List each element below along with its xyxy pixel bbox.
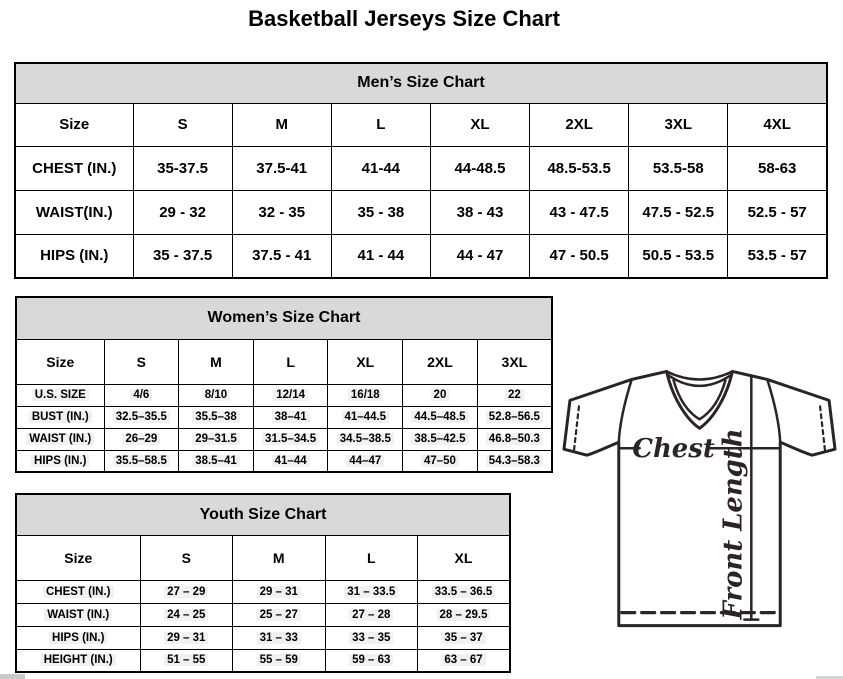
measurement-cell: 20: [403, 384, 478, 406]
col-header-l: L: [253, 339, 328, 384]
measurement-row: [16, 384, 552, 406]
chest-label: Chest: [632, 434, 715, 465]
measurement-cell: 63 – 67: [418, 649, 511, 672]
measurement-cell: 38 - 43: [430, 190, 529, 234]
col-header-m: M: [233, 535, 326, 580]
measurement-cell: 41–44.5: [328, 406, 403, 428]
measurement-cell: 41 - 44: [331, 234, 430, 278]
measurement-cell: 55 – 59: [233, 649, 326, 672]
measurement-cell: 29 – 31: [140, 626, 233, 649]
measurement-cell: 35-37.5: [133, 146, 232, 190]
measurement-row: [16, 603, 510, 626]
youth-size-table: [15, 493, 511, 673]
measurement-row: [16, 428, 552, 450]
measurement-cell: 41–44: [253, 450, 328, 472]
row-label: WAIST(IN.): [15, 190, 133, 234]
measurement-cell: 47–50: [403, 450, 478, 472]
youth-table-title: Youth Size Chart: [16, 494, 510, 535]
measurement-cell: 44-48.5: [430, 146, 529, 190]
measurement-cell: 32 - 35: [232, 190, 331, 234]
col-header-size: Size: [16, 535, 140, 580]
measurement-row: [16, 450, 552, 472]
measurement-cell: 41-44: [331, 146, 430, 190]
measurement-cell: 31 – 33: [233, 626, 326, 649]
jersey-outline: [564, 371, 835, 625]
measurement-cell: 8/10: [179, 384, 254, 406]
measurement-cell: 35.5–38: [179, 406, 254, 428]
col-header-4xl: 4XL: [728, 103, 827, 146]
row-label: HIPS (IN.): [15, 234, 133, 278]
measurement-cell: 48.5-53.5: [530, 146, 629, 190]
measurement-cell: 35 – 37: [418, 626, 511, 649]
measurement-cell: 54.3–58.3: [477, 450, 552, 472]
row-label: HIPS (IN.): [16, 626, 140, 649]
measurement-cell: 32.5–35.5: [104, 406, 179, 428]
measurement-row: [16, 626, 510, 649]
jersey-diagram-svg: [556, 356, 843, 656]
row-label: HEIGHT (IN.): [16, 649, 140, 672]
womens-table-title: Women’s Size Chart: [16, 297, 552, 339]
measurement-cell: 44.5–48.5: [403, 406, 478, 428]
measurement-cell: 29 – 31: [233, 580, 326, 603]
col-header-l: L: [331, 103, 430, 146]
measurement-cell: 29 - 32: [133, 190, 232, 234]
left-cuff-stitch: [574, 406, 579, 451]
measurement-row: [16, 406, 552, 428]
col-header-size: Size: [16, 339, 104, 384]
measurement-cell: 44–47: [328, 450, 403, 472]
measurement-cell: 37.5-41: [232, 146, 331, 190]
row-label: WAIST (IN.): [16, 428, 104, 450]
measurement-row: [15, 146, 827, 190]
measurement-cell: 43 - 47.5: [530, 190, 629, 234]
measurement-cell: 38–41: [253, 406, 328, 428]
col-header-s: S: [133, 103, 232, 146]
row-label: U.S. SIZE: [16, 384, 104, 406]
right-cuff-stitch: [820, 406, 825, 451]
measurement-cell: 52.5 - 57: [728, 190, 827, 234]
col-header-l: L: [325, 535, 418, 580]
measurement-cell: 50.5 - 53.5: [629, 234, 728, 278]
table-title-row: [16, 494, 510, 535]
col-header-s: S: [104, 339, 179, 384]
measurement-cell: 27 – 29: [140, 580, 233, 603]
size-header-row: [16, 535, 510, 580]
measurement-cell: 46.8–50.3: [477, 428, 552, 450]
page-title: Basketball Jerseys Size Chart: [248, 6, 560, 31]
measurement-row: [15, 234, 827, 278]
table-title-row: [15, 63, 827, 103]
col-header-m: M: [232, 103, 331, 146]
measurement-cell: 35 - 38: [331, 190, 430, 234]
measurement-cell: 37.5 - 41: [232, 234, 331, 278]
measurement-cell: 24 – 25: [140, 603, 233, 626]
measurement-cell: 38.5–42.5: [403, 428, 478, 450]
col-header-3xl: 3XL: [629, 103, 728, 146]
measurement-cell: 47.5 - 52.5: [629, 190, 728, 234]
measurement-row: [15, 190, 827, 234]
measurement-cell: 16/18: [328, 384, 403, 406]
mens-table-title: Men’s Size Chart: [15, 63, 827, 103]
table-title-row: [16, 297, 552, 339]
jersey-measurement-diagram: [556, 356, 843, 656]
measurement-cell: 59 – 63: [325, 649, 418, 672]
measurement-cell: 34.5–38.5: [328, 428, 403, 450]
col-header-xl: XL: [430, 103, 529, 146]
measurement-cell: 35.5–58.5: [104, 450, 179, 472]
measurement-cell: 22: [477, 384, 552, 406]
row-label: BUST (IN.): [16, 406, 104, 428]
col-header-2xl: 2XL: [403, 339, 478, 384]
measurement-cell: 51 – 55: [140, 649, 233, 672]
measurement-cell: 44 - 47: [430, 234, 529, 278]
size-header-row: [16, 339, 552, 384]
col-header-m: M: [179, 339, 254, 384]
mens-size-table: [14, 62, 828, 279]
measurement-cell: 58-63: [728, 146, 827, 190]
right-armhole-seam: [767, 379, 780, 442]
measurement-cell: 26–29: [104, 428, 179, 450]
row-label: CHEST (IN.): [16, 580, 140, 603]
row-label: WAIST (IN.): [16, 603, 140, 626]
measurement-cell: 38.5–41: [179, 450, 254, 472]
bottom-left-ui-fragment: [0, 674, 25, 679]
measurement-cell: 29–31.5: [179, 428, 254, 450]
measurement-cell: 52.8–56.5: [477, 406, 552, 428]
measurement-cell: 31 – 33.5: [325, 580, 418, 603]
front-length-label: Front Length: [718, 428, 749, 620]
measurement-row: [16, 649, 510, 672]
measurement-cell: 35 - 37.5: [133, 234, 232, 278]
col-header-size: Size: [15, 103, 133, 146]
row-label: HIPS (IN.): [16, 450, 104, 472]
col-header-xl: XL: [328, 339, 403, 384]
col-header-s: S: [140, 535, 233, 580]
left-armhole-seam: [619, 379, 632, 442]
measurement-cell: 33.5 – 36.5: [418, 580, 511, 603]
measurement-cell: 27 – 28: [325, 603, 418, 626]
col-header-xl: XL: [418, 535, 511, 580]
row-label: CHEST (IN.): [15, 146, 133, 190]
measurement-cell: 25 – 27: [233, 603, 326, 626]
col-header-2xl: 2XL: [530, 103, 629, 146]
size-header-row: [15, 103, 827, 146]
col-header-3xl: 3XL: [477, 339, 552, 384]
measurement-cell: 12/14: [253, 384, 328, 406]
measurement-row: [16, 580, 510, 603]
measurement-cell: 47 - 50.5: [530, 234, 629, 278]
measurement-cell: 53.5 - 57: [728, 234, 827, 278]
womens-size-table: [15, 296, 553, 473]
measurement-cell: 33 – 35: [325, 626, 418, 649]
measurement-cell: 4/6: [104, 384, 179, 406]
measurement-cell: 31.5–34.5: [253, 428, 328, 450]
collar-back-arc: [667, 371, 733, 379]
measurement-cell: 53.5-58: [629, 146, 728, 190]
measurement-cell: 28 – 29.5: [418, 603, 511, 626]
